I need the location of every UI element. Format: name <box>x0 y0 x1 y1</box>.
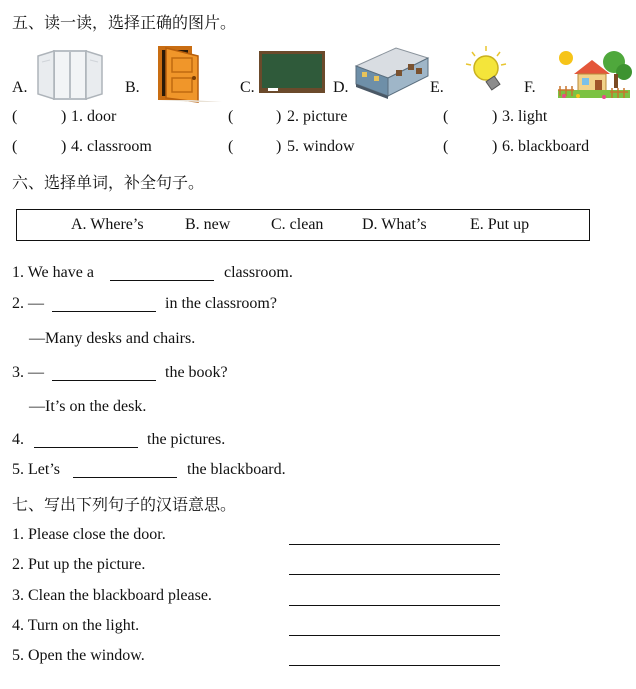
q3-prefix: 3. — <box>12 364 44 381</box>
light-bulb-icon <box>462 44 512 96</box>
q3-blank[interactable] <box>52 365 156 381</box>
house-picture-icon <box>556 46 632 102</box>
translate-line-4[interactable] <box>289 635 500 636</box>
item3-paren-open: ( <box>443 108 449 125</box>
word-option-d: D. What’s <box>362 216 427 233</box>
q4-suffix: the pictures. <box>147 431 226 448</box>
picture-letter-e: E. <box>430 79 444 96</box>
q2-suffix: in the classroom? <box>165 295 277 312</box>
q5-blank[interactable] <box>73 462 177 478</box>
translate-line-1[interactable] <box>289 544 500 545</box>
translate-item-1: 1. Please close the door. <box>12 526 166 543</box>
q2-answer: —Many desks and chairs. <box>29 330 196 347</box>
word-option-e: E. Put up <box>470 216 530 233</box>
translate-item-2: 2. Put up the picture. <box>12 556 146 573</box>
q3-suffix: the book? <box>165 364 228 381</box>
translate-item-3: 3. Clean the blackboard please. <box>12 587 212 604</box>
q2-blank[interactable] <box>52 296 156 312</box>
q1-blank[interactable] <box>110 265 214 281</box>
item5-text: 5. window <box>287 138 355 155</box>
section6-title: 六、选择单词，补全句子。 <box>12 175 205 192</box>
word-option-b: B. new <box>185 216 231 233</box>
classroom-icon <box>352 44 430 100</box>
q4-blank[interactable] <box>34 432 138 448</box>
q5-prefix: 5. Let’s <box>12 461 60 478</box>
translate-line-3[interactable] <box>289 605 500 606</box>
item5-paren-close: ) <box>276 138 282 155</box>
picture-letter-f: F. <box>524 79 536 96</box>
picture-letter-b: B. <box>125 79 140 96</box>
item1-text: 1. door <box>71 108 117 125</box>
window-icon <box>36 48 104 102</box>
picture-letter-c: C. <box>240 79 255 96</box>
door-icon <box>152 44 226 104</box>
item6-paren-close: ) <box>492 138 498 155</box>
item4-paren-open: ( <box>12 138 18 155</box>
item6-paren-open: ( <box>443 138 449 155</box>
item4-paren-close: ) <box>61 138 67 155</box>
q5-suffix: the blackboard. <box>187 461 286 478</box>
item1-paren-open: ( <box>12 108 18 125</box>
translate-item-5: 5. Open the window. <box>12 647 145 664</box>
item5-paren-open: ( <box>228 138 234 155</box>
section5-title: 五、读一读，选择正确的图片。 <box>12 15 237 32</box>
q4-prefix: 4. <box>12 431 24 448</box>
word-bank-box <box>16 209 590 241</box>
item3-text: 3. light <box>502 108 548 125</box>
item4-text: 4. classroom <box>71 138 152 155</box>
q3-answer: —It’s on the desk. <box>29 398 147 415</box>
item1-paren-close: ) <box>61 108 67 125</box>
blackboard-icon <box>258 50 326 94</box>
item2-paren-open: ( <box>228 108 234 125</box>
word-option-a: A. Where’s <box>71 216 144 233</box>
translate-line-5[interactable] <box>289 665 500 666</box>
section7-title: 七、写出下列句子的汉语意思。 <box>12 497 237 514</box>
q2-prefix: 2. — <box>12 295 44 312</box>
item3-paren-close: ) <box>492 108 498 125</box>
word-option-c: C. clean <box>271 216 324 233</box>
picture-letter-d: D. <box>333 79 349 96</box>
translate-line-2[interactable] <box>289 574 500 575</box>
item6-text: 6. blackboard <box>502 138 590 155</box>
item2-text: 2. picture <box>287 108 348 125</box>
translate-item-4: 4. Turn on the light. <box>12 617 140 634</box>
q1-prefix: 1. We have a <box>12 264 94 281</box>
q1-suffix: classroom. <box>224 264 293 281</box>
item2-paren-close: ) <box>276 108 282 125</box>
picture-letter-a: A. <box>12 79 28 96</box>
